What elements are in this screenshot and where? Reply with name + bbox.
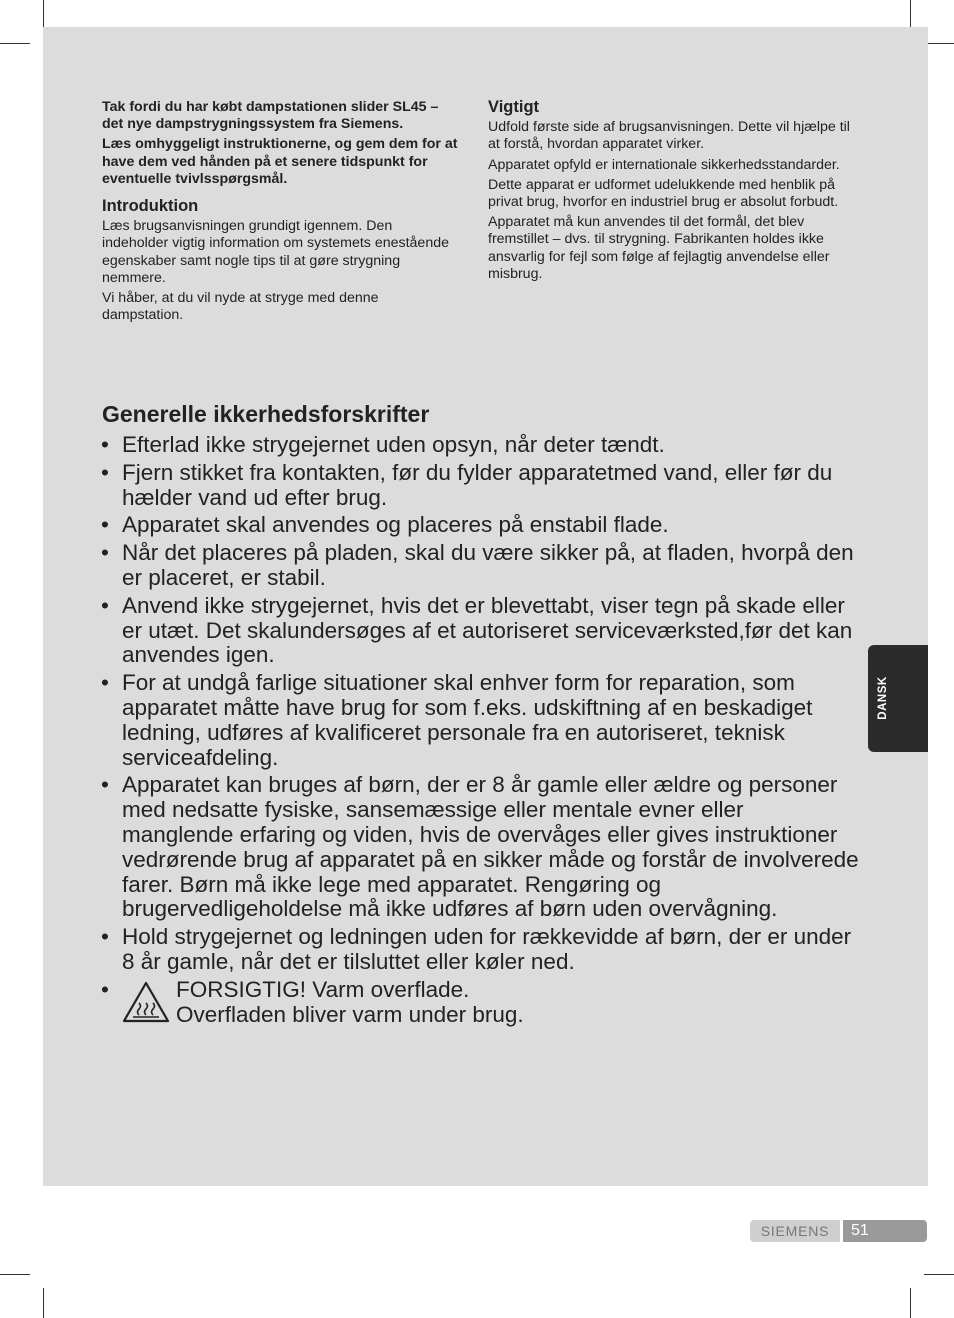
safety-rule: • For at undgå farlige situationer skal enhver form for reparation, som apparatet måtte have brug for som f.eks. udskiftning af en beskadiget ledning, udføres af kvalificeret personale fra en autoriseret, teknisk serviceafdeling.: [99, 671, 859, 770]
warning-text: [176, 978, 524, 1028]
safety-rule: • Fjern stikket fra kontakten, før du fylder apparatetmed vand, eller før du hælder vand ud efter brug.: [99, 461, 859, 511]
thanks-line-1: Tak fordi du har købt dampstationen slider SL45 – det nye dampstrygningssystem fra Siemens.: [102, 99, 439, 133]
important-paragraph-1: Udfold første side af brugsanvisningen. Dette vil hjælpe til at forstå, hvordan apparatet virker.: [488, 119, 850, 153]
crop-mark: [910, 1288, 911, 1318]
important-paragraph-3: Dette apparat er udformet udelukkende med henblik på privat brug, hvorfor en industriel brug er absolut forbudt.: [488, 176, 839, 211]
crop-mark: [0, 43, 30, 44]
warning-block: [122, 978, 859, 1028]
introduction-paragraph-1: Læs brugsanvisningen grundigt igennem. Den indeholder vigtig information om systemets enestående egenskaber samt nogle tips til at gøre strygning nemmere.: [102, 218, 449, 286]
safety-rule-warning: [99, 978, 859, 1028]
safety-heading: Generelle ikkerhedsforskrifter: [102, 401, 430, 427]
content-panel: [43, 27, 928, 1186]
hot-surface-warning-icon: [122, 981, 170, 1023]
language-tab: [868, 645, 928, 752]
safety-rule: • Efterlad ikke strygejernet uden opsyn, når deter tændt.: [99, 433, 859, 458]
warning-line-2: Overfladen bliver varm under brug.: [176, 1001, 524, 1027]
page-number: 51: [843, 1220, 927, 1242]
introduction-paragraph-2: Vi håber, at du vil nyde at stryge med denne dampstation.: [102, 290, 379, 324]
important-paragraph-2: Apparatet opfyld er internationale sikkerhedsstandarder.: [488, 156, 840, 173]
crop-mark: [924, 1274, 954, 1275]
safety-rule: • Anvend ikke strygejernet, hvis det er blevettabt, viser tegn på skade eller er utæt. Det skalundersøges af et autoriseret serviceværksted,før det kan anvendes igen.: [99, 594, 859, 668]
thanks-line-2: Læs omhyggeligt instruktionerne, og gem dem for at have dem ved hånden på et senere tidspunkt for eventuelle tvivlsspørgsmål.: [102, 136, 458, 187]
important-paragraph-4: Apparatet må kun anvendes til det formål, det blev fremstillet – dvs. til strygning. Fabrikanten holdes ikke ansvarlig for fejl som følge af fejlagtig anvendelse eller misbrug.: [488, 214, 830, 282]
safety-rules-list: [99, 433, 859, 1030]
right-column: [488, 99, 858, 286]
crop-mark: [924, 43, 954, 44]
crop-mark: [910, 0, 911, 30]
introduction-heading: Introduktion: [102, 197, 199, 216]
left-column: [102, 99, 462, 327]
safety-rule: • Hold strygejernet og ledningen uden for rækkevidde af børn, der er under 8 år gamle, når det er tilsluttet eller køler ned.: [99, 925, 859, 975]
crop-mark: [43, 0, 44, 30]
safety-rule: • Apparatet kan bruges af børn, der er 8 år gamle eller ældre og personer med nedsatte fysiske, sansemæssige eller mentale evner eller manglende erfaring og viden, hvis de overvåges eller gives instruktioner vedrørende brug af apparatet på en sikker måde og forstår de involverede farer. Børn må ikke lege med apparatet. Rengøring og brugervedligeholdelse må ikke udføres af børn uden overvågning.: [99, 773, 859, 922]
crop-mark: [43, 1288, 44, 1318]
warning-line-1: • FORSIGTIG! Varm overflade.: [176, 976, 470, 1002]
safety-rule: • Når det placeres på pladen, skal du være sikker på, at fladen, hvorpå den er placeret, er stabil.: [99, 541, 859, 591]
safety-rule: • Apparatet skal anvendes og placeres på enstabil flade.: [99, 513, 859, 538]
footer-brand: SIEMENS: [750, 1220, 840, 1242]
language-tab-label: DANSK: [877, 676, 889, 720]
crop-mark: [0, 1274, 30, 1275]
important-heading: Vigtigt: [488, 98, 540, 116]
